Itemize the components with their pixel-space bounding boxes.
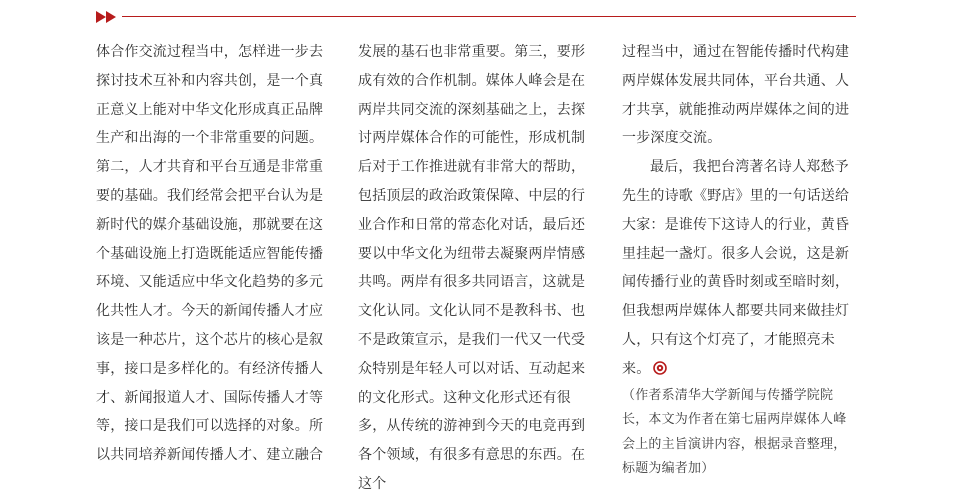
author-note: （作者系清华大学新闻与传播学院院长，本文为作者在第七届两岸媒体人峰会上的主旨演讲内容，根据录音整理，标题为编者加） [622,387,847,477]
paragraph: 体合作交流过程当中，怎样进一步去探讨技术互补和内容共创，是一个真正意义上能对中华文化形成真正品牌生产和出海的一个非常重要的问题。 [96,44,324,147]
header-rule [122,16,856,17]
article-column-1 [96,38,332,470]
paragraph-text: 最后，我把台湾著名诗人郑愁予先生的诗歌《野店》里的一句话送给大家：是谁传下这诗人的行业，黄昏里挂起一盏灯。很多人会说，这是新闻传播行业的黄昏时刻或至暗时刻，但我想两岸媒体人都要共同来做挂灯人，只有这个灯亮了，才能照亮未来。 [622,159,850,377]
closing-paragraph [622,153,858,383]
paragraph: 第二，人才共育和平台互通是非常重要的基础。我们经常会把平台认为是新时代的媒介基础设施，那就要在这个基础设施上打造既能适应智能传播环境、又能适应中华文化趋势的多元化共性人才。今天的新闻传播人才应该是一种芯片，这个芯片的核心是叙事，接口是多样化的。有经济传播人才、新闻报道人才、国际传播人才等等，接口是我们可以选择的对象。所以共同培养新闻传播人才、建立融合 [96,159,324,464]
article-column-3 [622,38,858,482]
paragraph: 发展的基石也非常重要。第三，要形成有效的合作机制。媒体人峰会是在两岸共同交流的深刻基础之上，去探讨两岸媒体合作的可能性，形成机制后对于工作推进就有非常大的帮助，包括顶层的政治政策保障、中层的行业合作和日常的常态化对话，最后还要以中华文化为纽带去凝聚两岸情感共鸣。两岸有很多共同语言，这就是文化认同。文化认同不是教科书、也不是政策宣示，是我们一代又一代受众特别是年轻人可以对话、互动起来的文化形式。这种文化形式还有很多，从传统的游神到今天的电竞再到各个领域，有很多有意思的东西。在这个 [358,44,586,492]
end-mark-icon [653,361,667,375]
article-column-2 [358,38,594,499]
paragraph: 过程当中，通过在智能传播时代构建两岸媒体发展共同体，平台共通、人才共享，就能推动两岸媒体之间的进一步深度交流。 [622,44,850,147]
double-triangle-icon [96,10,118,24]
